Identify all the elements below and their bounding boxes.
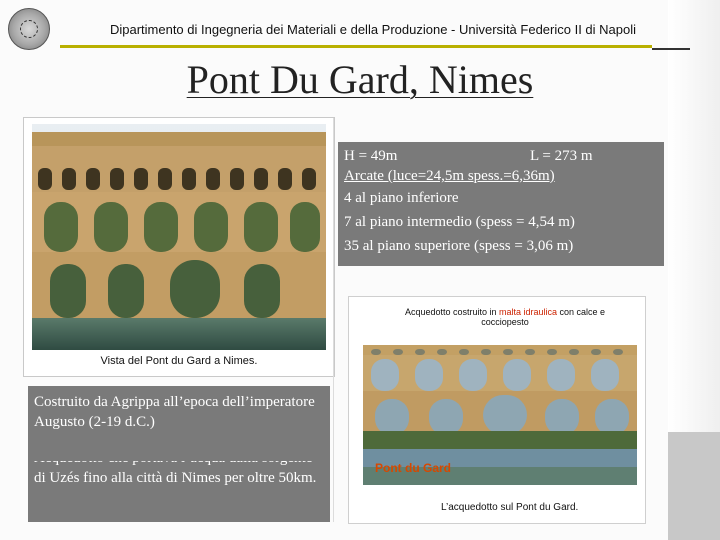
university-seal-logo [8, 8, 50, 50]
aqueduct-text: di Uzés fino alla città di Nimes per oltre 50km. [34, 470, 317, 486]
pont-du-gard-label: Pont du Gard [375, 461, 451, 475]
lower-level: 4 al piano inferiore [344, 190, 459, 206]
slide-title: Pont Du Gard, Nimes [186, 57, 534, 102]
description-box [28, 386, 330, 522]
header-rule-end [652, 48, 690, 50]
middle-level: 7 al piano intermedio (spess = 4,54 m) [344, 214, 575, 230]
dimensions-box [338, 142, 664, 266]
arches-spec: Arcate (luce=24,5m spess.=6,36m) [344, 168, 555, 184]
photo-caption-top: Acquedotto costruito in malta idraulica con calce e cocciopesto [404, 307, 606, 327]
height-value: H = 49m [344, 148, 398, 164]
photo-pont-du-gard [24, 118, 334, 376]
aqueduct-photo [32, 124, 326, 350]
history-text: Costruito da Agrippa all’epoca dell’imperatore Augusto (2-19 d.C.) [34, 394, 315, 430]
photo-aqueduct-detail [348, 296, 646, 524]
column-divider [333, 118, 334, 522]
photo-caption: Vista del Pont du Gard a Nimes. [100, 355, 258, 367]
header-rule [60, 45, 652, 48]
department-header: Dipartimento di Ingegneria dei Materiali e della Produzione - Università Federico II di Napoli [109, 22, 637, 37]
upper-level: 35 al piano superiore (spess = 3,06 m) [344, 238, 574, 254]
right-decor-bar-bottom [668, 432, 720, 540]
length-value: L = 273 m [530, 148, 593, 164]
photo-caption-bottom: L’acquedotto sul Pont du Gard. [441, 502, 579, 513]
